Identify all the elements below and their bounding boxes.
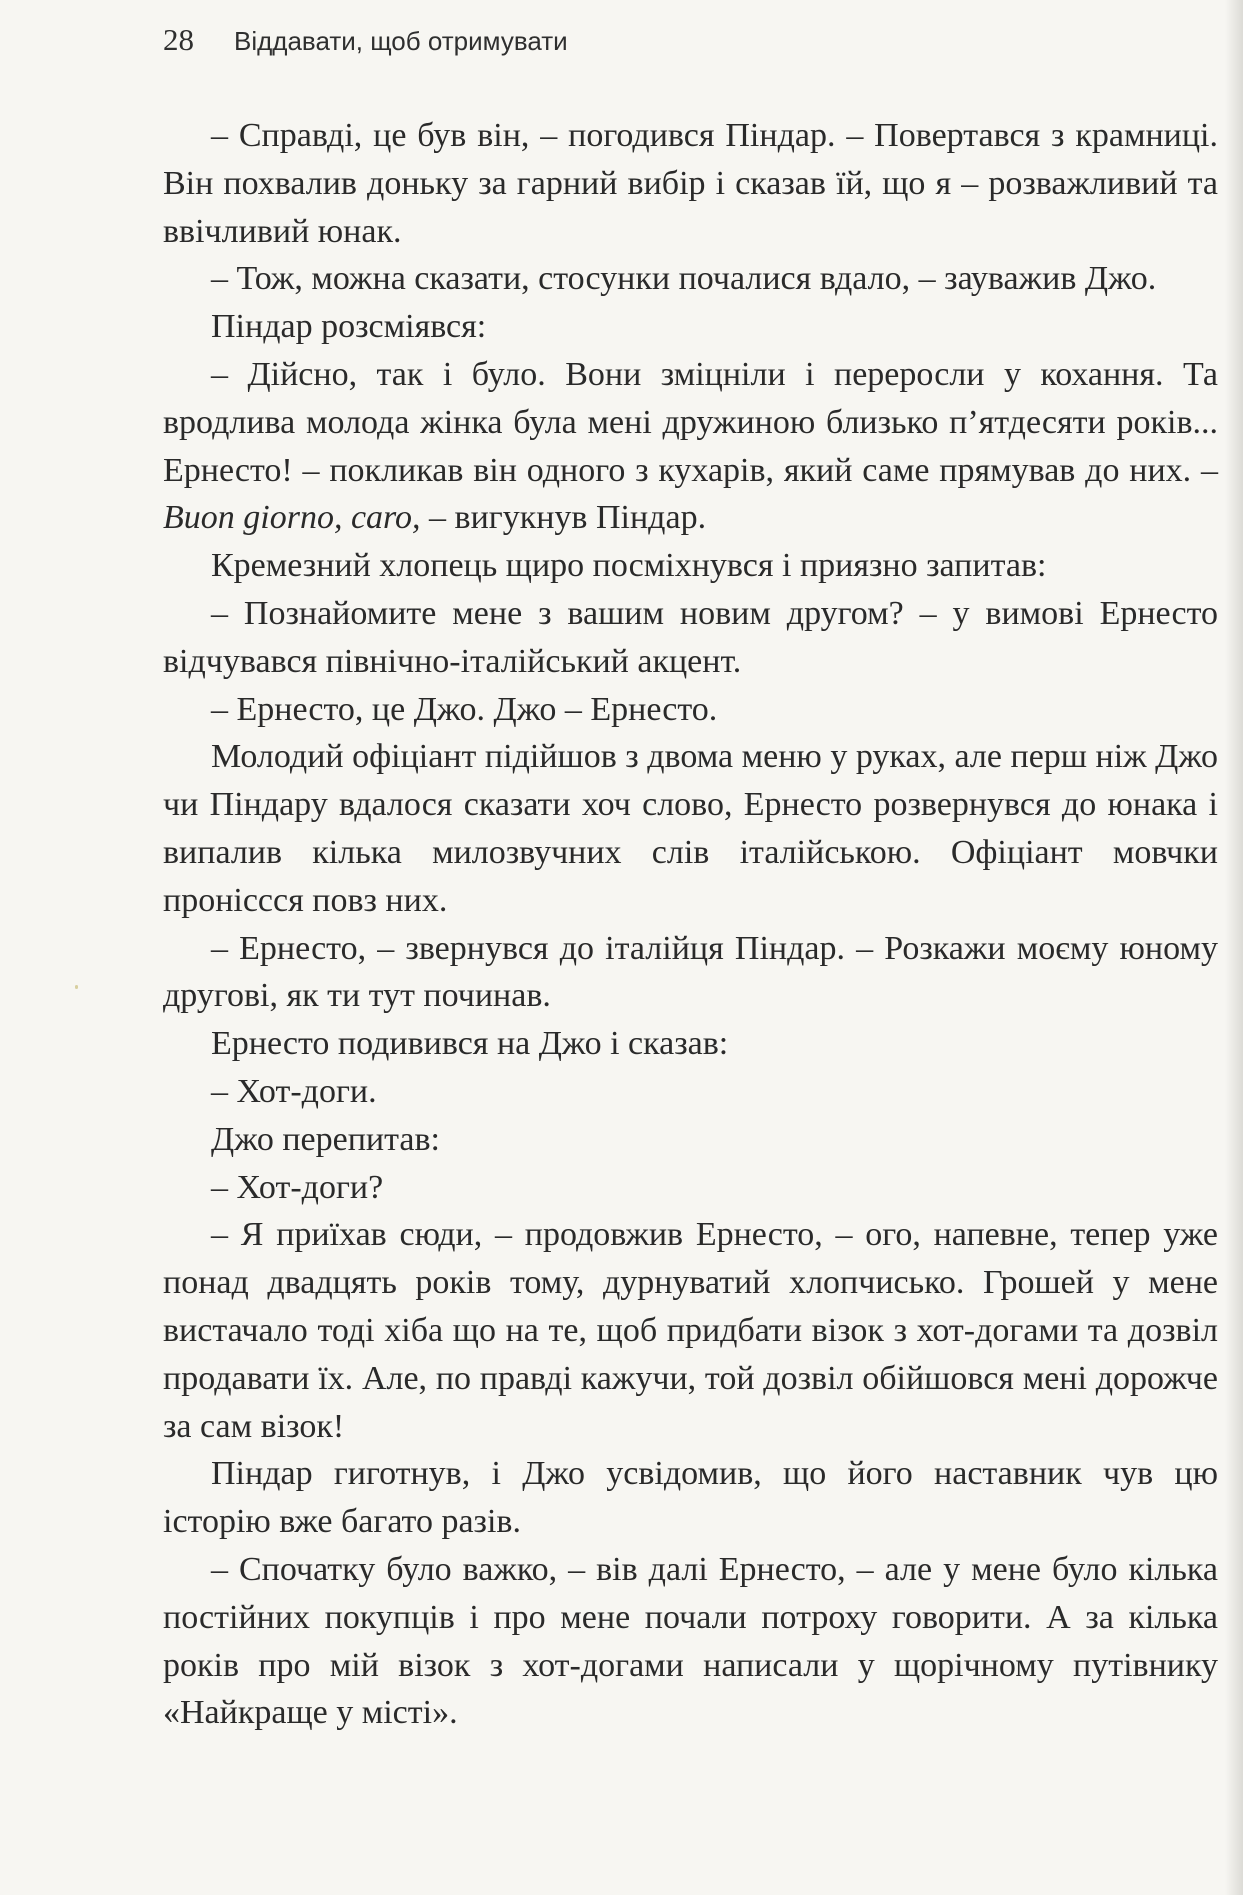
paragraph-text: – Ернесто, – звернувся до італійця Піндар. – Розкажи моєму юному другові, як ти тут починав. [163, 929, 1218, 1015]
paragraph-text: – Дійсно, так і було. Вони зміцніли і переросли у кохання. Та вродлива молода жінка була мені дружиною близько п’ятдесяти років... Ернесто! – покликав він одного з кухарів, який саме прямував до них. – [163, 355, 1218, 489]
paragraph-text: – Познайомите мене з вашим новим другом? – у вимові Ернесто відчувався північно-італійський акцент. [163, 594, 1218, 680]
paragraph [163, 1546, 1218, 1737]
paragraph-text: – Справді, це був він, – погодився Піндар. – Повертався з крамниці. Він похвалив доньку за гарний вибір і сказав їй, що я – розважливий та ввічливий юнак. [163, 117, 1218, 250]
paragraph-text: Піндар гиготнув, і Джо усвідомив, що його наставник чув цю історію вже багато разів. [163, 1455, 1218, 1541]
paragraph-text: Ернесто подивився на Джо і сказав: [211, 1025, 729, 1063]
italic-phrase: Buon giorno, caro, [163, 499, 421, 537]
page-edge-shadow [1225, 0, 1243, 1895]
paragraph [163, 590, 1218, 686]
paragraph [163, 1211, 1218, 1450]
book-title: Віддавати, щоб отримувати [234, 26, 568, 56]
paragraph [163, 1164, 1218, 1212]
paragraph-text: – Ернесто, це Джо. Джо – Ернесто. [211, 690, 718, 728]
paragraph [163, 303, 1218, 351]
paragraph-text: – Я приїхав сюди, – продовжив Ернесто, – ого, напевне, тепер уже понад двадцять років тому, дурнуватий хлопчисько. Грошей у мене вистачало тоді хіба що на те, щоб придбати візок з хот-догами та дозвіл продавати їх. Але, по правді кажучи, той дозвіл обійшовся мені дорожче за сам візок! [163, 1216, 1218, 1445]
paragraph-text: – Хот-доги? [211, 1168, 384, 1206]
paragraph [163, 1020, 1218, 1068]
running-header [163, 22, 568, 72]
paragraph [163, 255, 1218, 303]
page-number: 28 [163, 22, 194, 57]
paragraph [163, 1116, 1218, 1164]
paragraph [163, 351, 1218, 542]
paragraph-text: – Хот-доги. [211, 1072, 377, 1110]
paper-speck [75, 985, 78, 989]
body-text [163, 112, 1218, 1737]
paragraph-text: Піндар розсміявся: [211, 308, 487, 346]
paragraph [163, 542, 1218, 590]
paragraph [163, 112, 1218, 255]
paragraph-text: – Спочатку було важко, – вів далі Ернесто, – але у мене було кілька постійних покупців і про мене почали потроху говорити. А за кілька років про мій візок з хот-догами написали у щорічному путівнику «Найкраще у місті». [163, 1550, 1218, 1732]
paragraph [163, 686, 1218, 734]
paragraph-text: – Тож, можна сказати, стосунки почалися вдало, – зауважив Джо. [211, 260, 1157, 298]
paragraph-text: Молодий офіціант підійшов з двома меню у руках, але перш ніж Джо чи Піндару вдалося сказати хоч слово, Ернесто розвернувся до юнака і випалив кілька милозвучних слів італійською. Офіціант мовчки проніссся повз них. [163, 738, 1218, 919]
paragraph-text: – вигукнув Піндар. [420, 499, 707, 537]
paragraph-text: Кремезний хлопець щиро посміхнувся і приязно запитав: [211, 547, 1047, 585]
paragraph [163, 925, 1218, 1021]
paragraph-text: Джо перепитав: [211, 1120, 440, 1158]
paragraph [163, 733, 1218, 924]
paragraph [163, 1450, 1218, 1546]
paragraph [163, 1068, 1218, 1116]
